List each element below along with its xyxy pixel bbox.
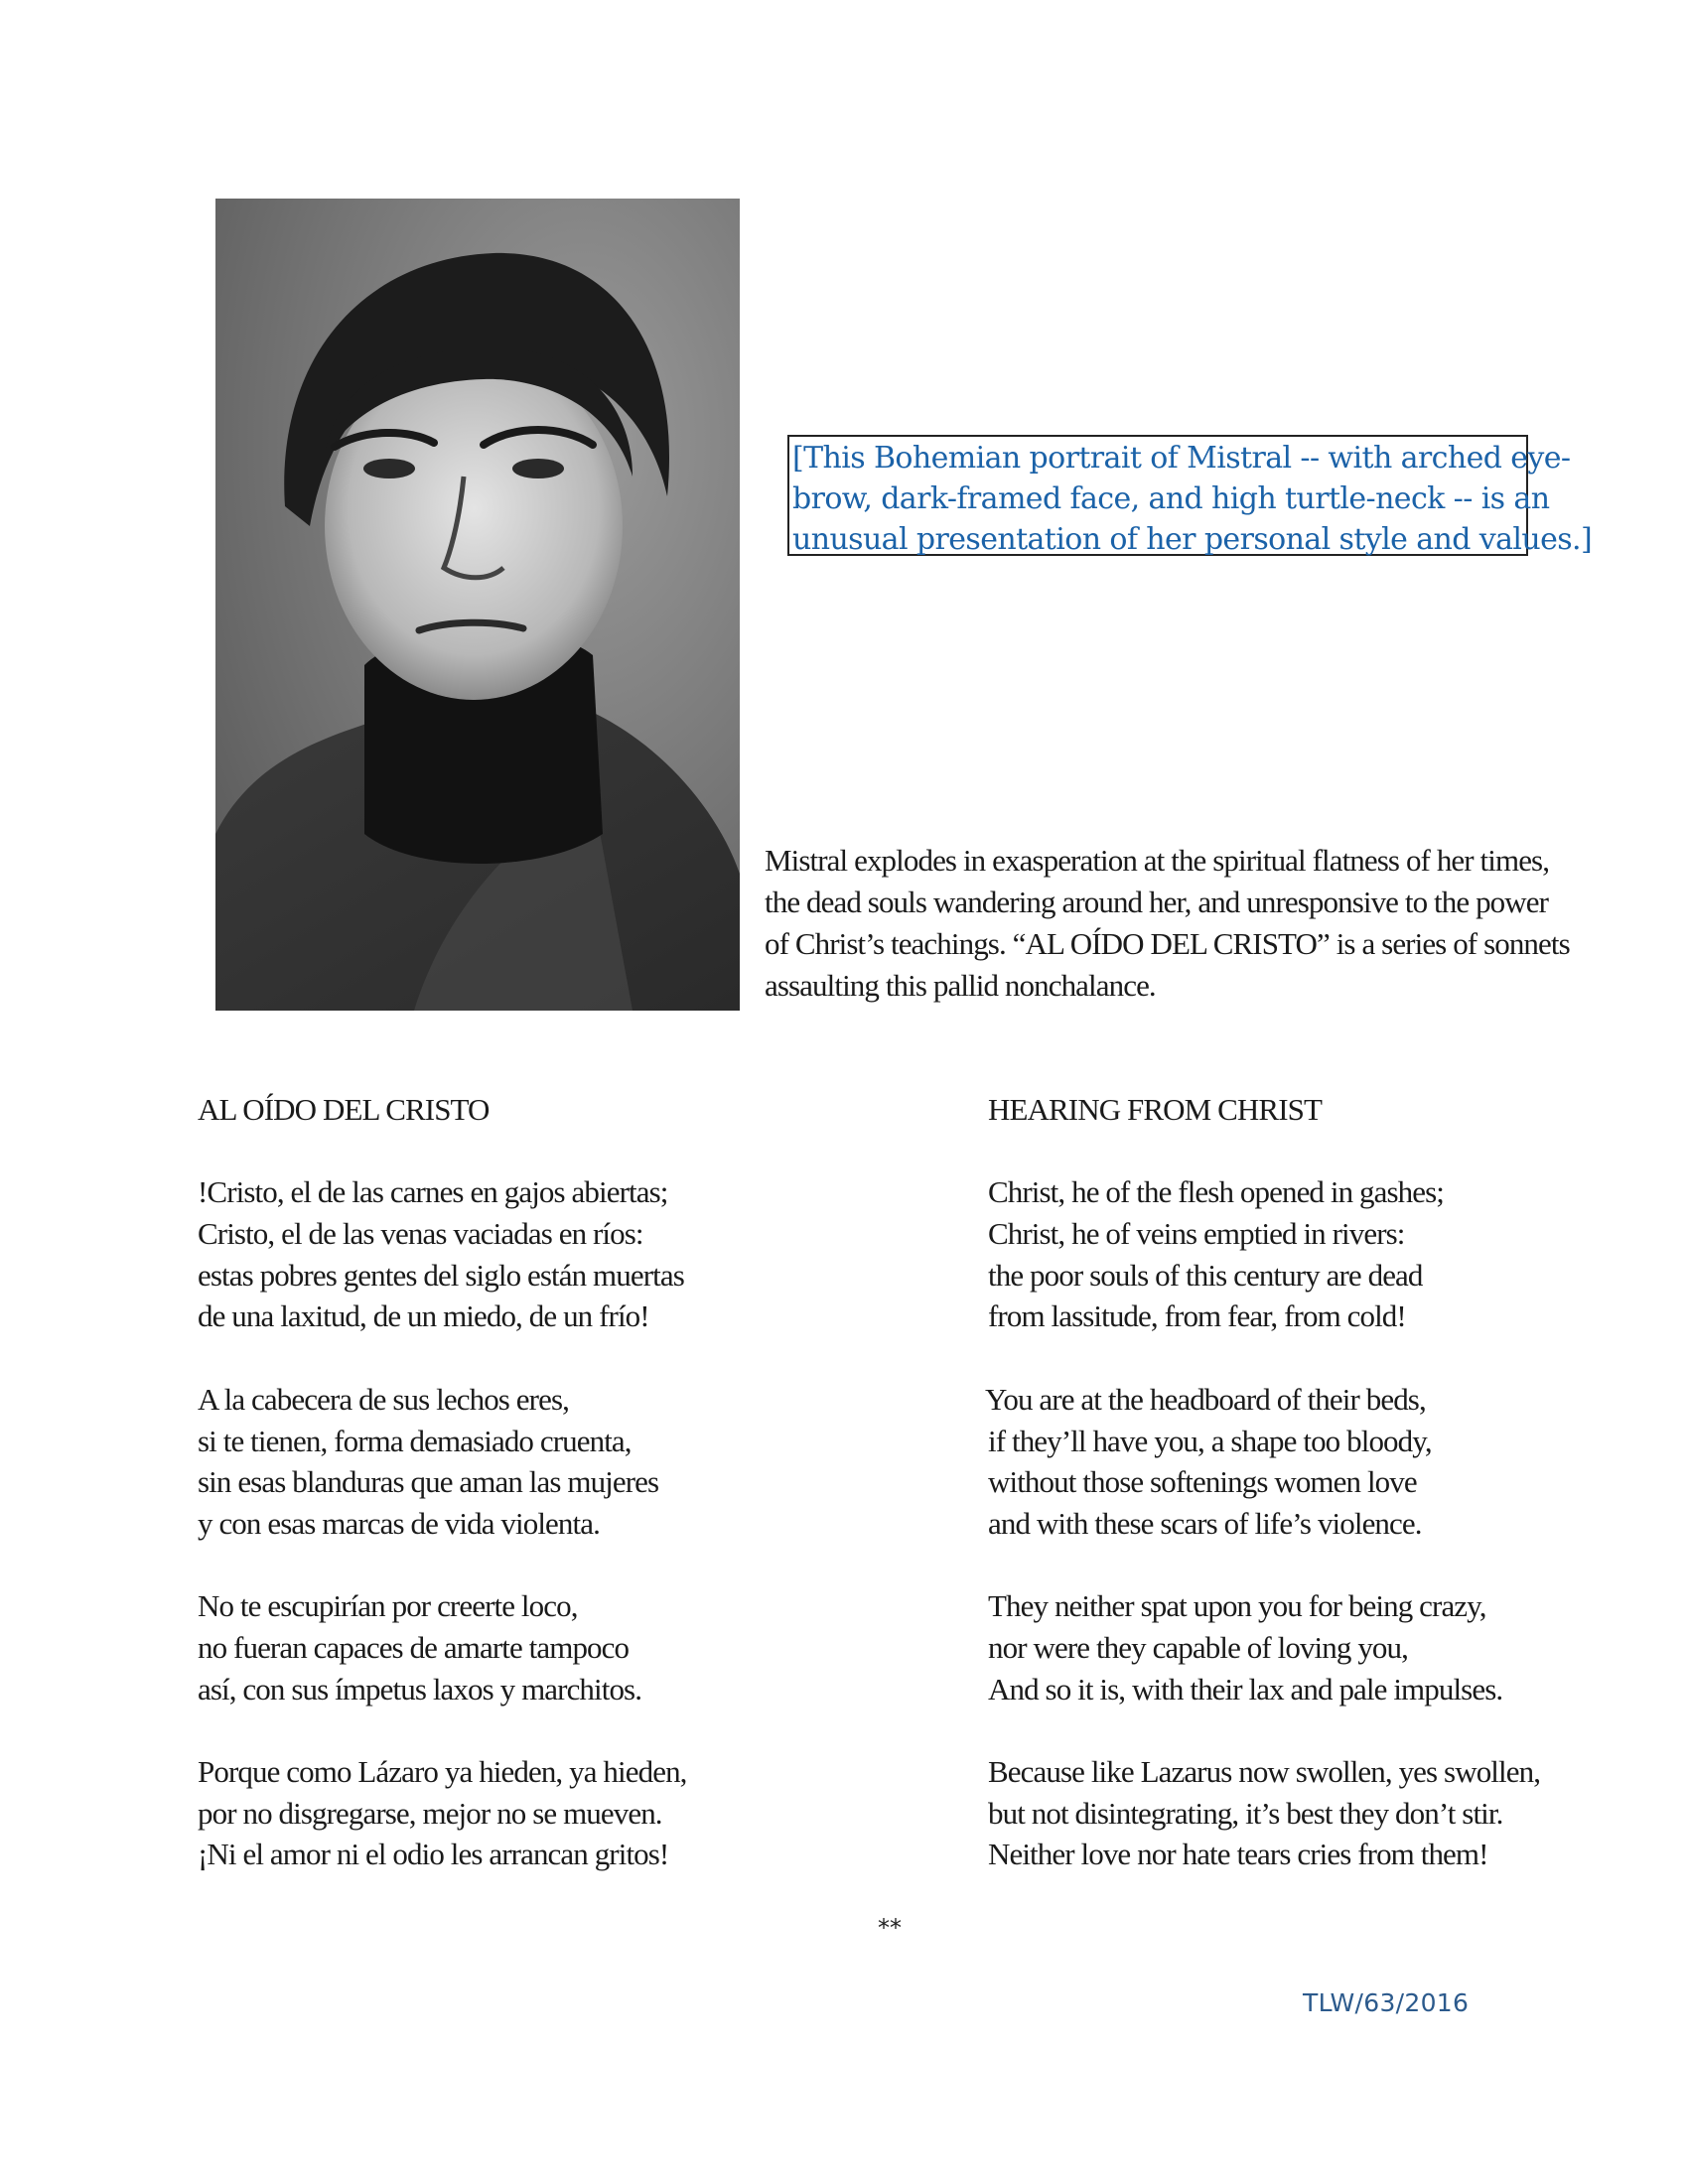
poem-line: And so it is, with their lax and pale impulses. — [988, 1671, 1503, 1706]
stanza — [198, 1171, 687, 1337]
poem-line: A la cabecera de sus lechos eres, — [198, 1381, 569, 1417]
poem-line: No te escupirían por creerte loco, — [198, 1588, 578, 1624]
poem-line: ¡Ni el amor ni el odio les arrancan gritos! — [198, 1837, 669, 1872]
poem-line: sin esas blanduras que aman las mujeres — [198, 1464, 659, 1500]
poem-line: Because like Lazarus now swollen, yes swollen, — [988, 1754, 1541, 1789]
poem-english — [985, 1089, 1541, 1917]
poem-line: Christ, he of the flesh opened in gashes; — [988, 1174, 1444, 1210]
poem-line: por no disgregarse, mejor no se mueven. — [198, 1795, 662, 1831]
intro-line: Mistral explodes in exasperation at the spiritual flatness of her times, — [765, 843, 1550, 878]
poem-title-spanish: AL OÍDO DEL CRISTO — [198, 1092, 490, 1127]
poem-line: if they’ll have you, a shape too bloody, — [988, 1423, 1432, 1458]
poem-line: no fueran capaces de amarte tampoco — [198, 1629, 630, 1665]
stanza — [198, 1751, 687, 1875]
caption-line: brow, dark-framed face, and high turtle-neck -- is an — [792, 481, 1550, 516]
poem-line: and with these scars of life’s violence. — [988, 1505, 1422, 1541]
portrait-caption-box — [787, 435, 1593, 557]
stanza — [985, 1379, 1540, 1545]
intro-line: assaulting this pallid nonchalance. — [765, 968, 1156, 1003]
stanza — [198, 1585, 687, 1709]
poem-line: without those softenings women love — [988, 1464, 1417, 1500]
caption-line: [This Bohemian portrait of Mistral -- with arched eye- — [792, 441, 1571, 476]
stanza — [198, 1379, 687, 1545]
intro-line: the dead souls wandering around her, and unresponsive to the power — [765, 885, 1549, 919]
poem-line: but not disintegrating, it’s best they don’t stir. — [988, 1795, 1503, 1831]
stanza — [988, 1171, 1540, 1337]
poem-line: You are at the headboard of their beds, — [985, 1381, 1426, 1417]
section-separator: ** — [878, 1914, 902, 1942]
document-code: TLW/63/2016 — [1303, 1988, 1470, 2017]
caption-line: unusual presentation of her personal style and values.] — [792, 522, 1593, 557]
poem-line: from lassitude, from fear, from cold! — [988, 1298, 1406, 1334]
poem-line: si te tienen, forma demasiado cruenta, — [198, 1423, 632, 1458]
poem-line: nor were they capable of loving you, — [988, 1629, 1408, 1665]
poem-line: así, con sus ímpetus laxos y marchitos. — [198, 1671, 642, 1706]
poem-line: Neither love nor hate tears cries from them! — [988, 1837, 1488, 1872]
intro-paragraph — [765, 840, 1570, 1007]
poem-line: Porque como Lázaro ya hieden, ya hieden, — [198, 1754, 687, 1789]
poem-line: the poor souls of this century are dead — [988, 1257, 1423, 1293]
poem-line: Cristo, el de las venas vaciadas en ríos: — [198, 1216, 643, 1252]
intro-line: of Christ’s teachings. “AL OÍDO DEL CRISTO” is a series of sonnets — [765, 926, 1570, 961]
stanza — [988, 1751, 1540, 1875]
poem-line: Christ, he of veins emptied in rivers: — [988, 1216, 1405, 1252]
poem-spanish — [198, 1089, 687, 1917]
poem-line: y con esas marcas de vida violenta. — [198, 1505, 600, 1541]
portrait-photo-icon — [215, 199, 740, 1011]
poem-line: estas pobres gentes del siglo están muertas — [198, 1257, 684, 1293]
poem-line: de una laxitud, de un miedo, de un frío! — [198, 1298, 649, 1334]
poem-line: !Cristo, el de las carnes en gajos abiertas; — [198, 1174, 668, 1210]
stanza — [988, 1585, 1540, 1709]
poem-title-english: HEARING FROM CHRIST — [988, 1092, 1322, 1127]
portrait-photo — [215, 199, 740, 1011]
poem-line: They neither spat upon you for being crazy, — [988, 1588, 1486, 1624]
